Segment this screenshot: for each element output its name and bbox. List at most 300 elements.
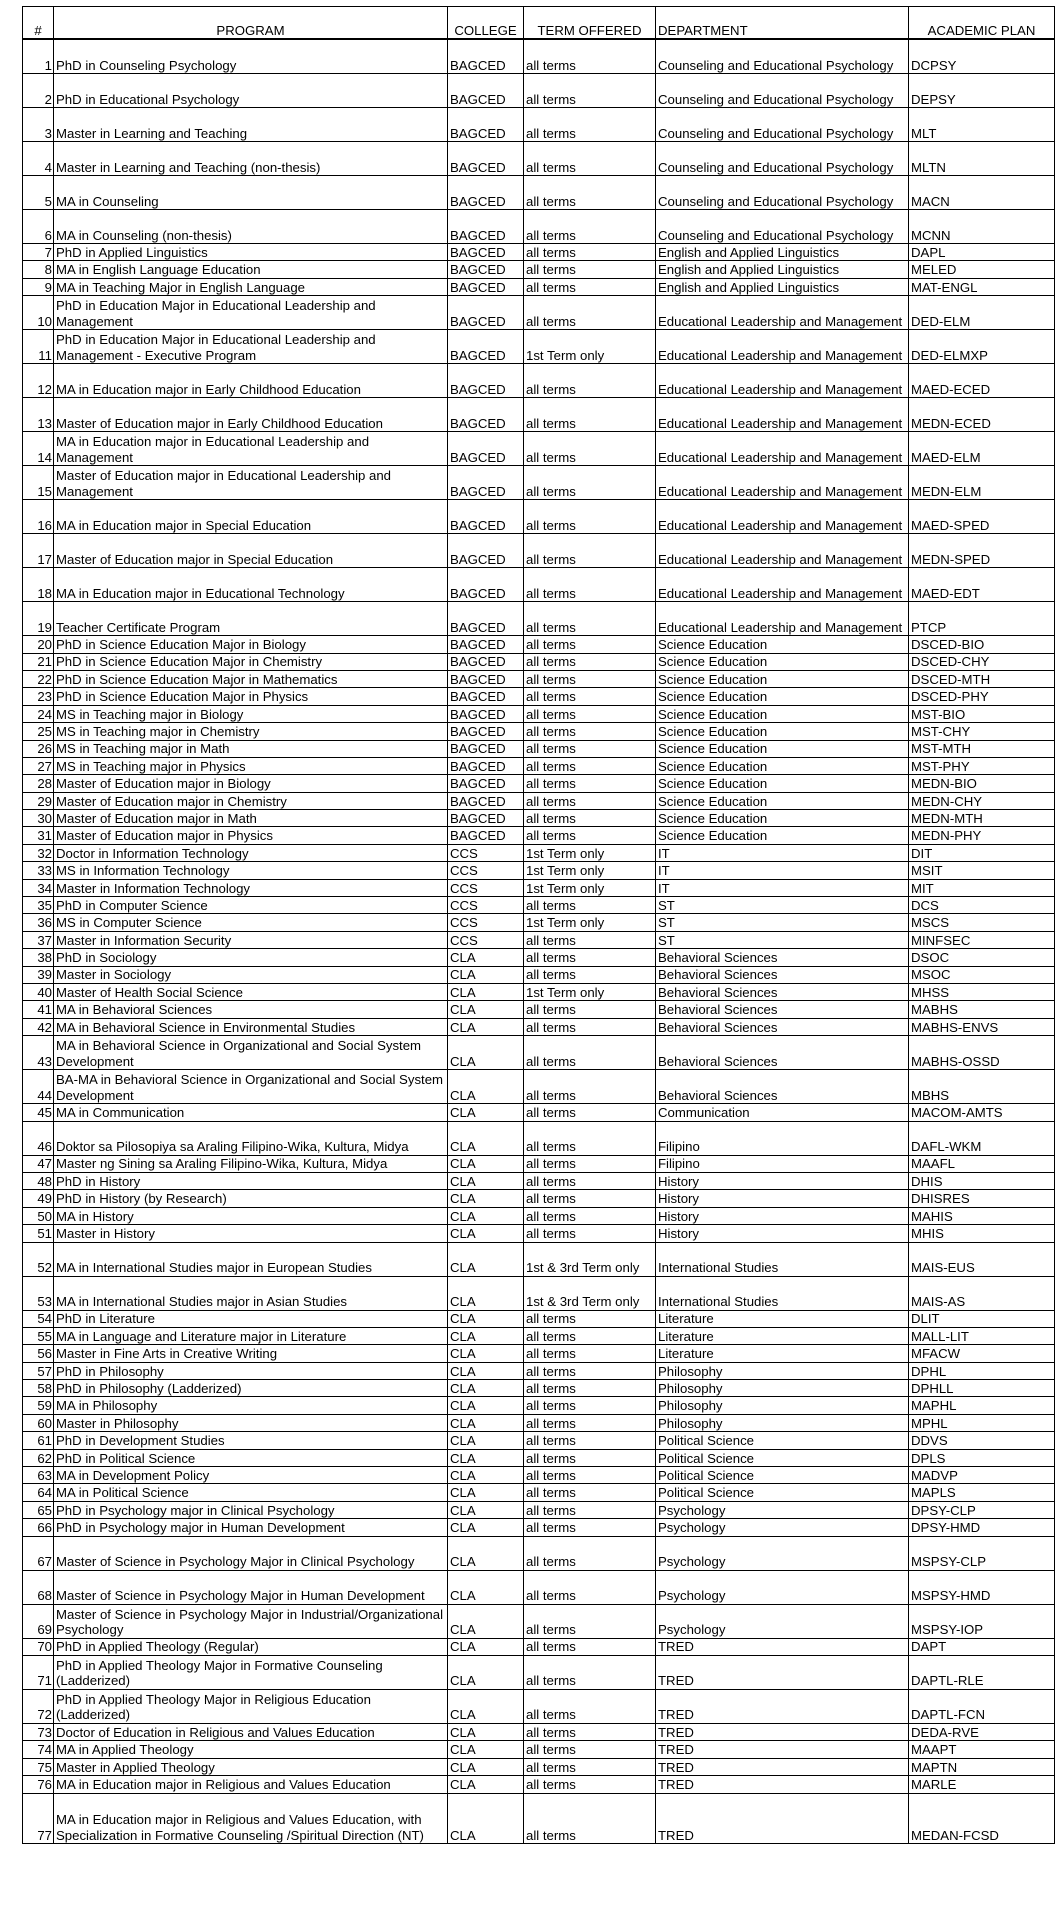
table-row [23,1172,1055,1189]
program-table [22,6,1055,1844]
department-cell: Science Education [656,636,909,653]
plan-cell: PTCP [909,602,1055,636]
table-row [23,1467,1055,1484]
college-cell: CLA [448,1397,524,1414]
program-cell: PhD in Counseling Psychology [54,39,448,74]
department-cell: Political Science [656,1484,909,1501]
college-cell: BAGCED [448,723,524,740]
department-cell: TRED [656,1638,909,1655]
row-number: 62 [23,1449,54,1466]
department-cell: Educational Leadership and Management [656,466,909,500]
term-cell: all terms [524,1741,656,1758]
department-cell: Science Education [656,757,909,774]
program-cell: MA in International Studies major in European Studies [54,1242,448,1276]
program-cell: MS in Teaching major in Math [54,740,448,757]
plan-cell: DSCED-BIO [909,636,1055,653]
college-cell: CCS [448,931,524,948]
plan-cell: MEDN-ELM [909,466,1055,500]
department-cell: ST [656,897,909,914]
program-cell: PhD in Applied Theology Major in Formative Counseling (Ladderized) [54,1655,448,1689]
college-cell: CLA [448,1242,524,1276]
program-cell: PhD in Applied Theology Major in Religious Education (Ladderized) [54,1689,448,1723]
college-cell: CLA [448,1001,524,1018]
table-row [23,1536,1055,1570]
table-row [23,1723,1055,1740]
college-cell: CLA [448,1104,524,1121]
plan-cell: MBHS [909,1070,1055,1104]
college-cell: CLA [448,966,524,983]
program-cell: MA in Education major in Educational Technology [54,568,448,602]
program-cell: PhD in Computer Science [54,897,448,914]
term-cell: all terms [524,688,656,705]
table-row [23,1638,1055,1655]
college-cell: CLA [448,1776,524,1793]
college-cell: CLA [448,1327,524,1344]
table-row [23,914,1055,931]
college-cell: CLA [448,1414,524,1431]
plan-cell: DHISRES [909,1190,1055,1207]
row-number: 21 [23,653,54,670]
row-number: 64 [23,1484,54,1501]
table-row [23,74,1055,108]
program-cell: MA in Education major in Early Childhood Education [54,364,448,398]
college-cell: BAGCED [448,534,524,568]
row-number: 58 [23,1380,54,1397]
row-number: 69 [23,1604,54,1638]
table-row [23,723,1055,740]
row-number: 75 [23,1758,54,1775]
term-cell: all terms [524,1207,656,1224]
row-number: 68 [23,1570,54,1604]
term-cell: all terms [524,1519,656,1536]
row-number: 65 [23,1501,54,1518]
table-row [23,792,1055,809]
college-cell: CLA [448,1070,524,1104]
department-cell: Behavioral Sciences [656,1070,909,1104]
program-cell: MS in Teaching major in Biology [54,705,448,722]
term-cell: all terms [524,1327,656,1344]
college-cell: BAGCED [448,568,524,602]
term-cell: all terms [524,364,656,398]
row-number: 74 [23,1741,54,1758]
row-number: 76 [23,1776,54,1793]
table-row [23,740,1055,757]
plan-cell: MAHIS [909,1207,1055,1224]
table-row [23,1414,1055,1431]
department-cell: Educational Leadership and Management [656,432,909,466]
department-cell: Political Science [656,1467,909,1484]
term-cell: all terms [524,432,656,466]
plan-cell: MHIS [909,1225,1055,1242]
department-cell: Philosophy [656,1362,909,1379]
plan-cell: DCPSY [909,39,1055,74]
plan-cell: MEDN-MTH [909,810,1055,827]
row-number: 40 [23,983,54,1000]
term-cell: all terms [524,500,656,534]
row-number: 70 [23,1638,54,1655]
term-cell: all terms [524,757,656,774]
row-number: 42 [23,1018,54,1035]
term-cell: all terms [524,534,656,568]
table-row [23,1655,1055,1689]
college-cell: BAGCED [448,602,524,636]
term-cell: all terms [524,827,656,844]
term-cell: 1st Term only [524,879,656,896]
college-cell: BAGCED [448,810,524,827]
program-cell: Master in History [54,1225,448,1242]
program-cell: MA in Teaching Major in English Language [54,278,448,295]
department-cell: TRED [656,1655,909,1689]
department-cell: Literature [656,1345,909,1362]
program-cell: PhD in Sociology [54,949,448,966]
row-number: 47 [23,1155,54,1172]
program-cell: MS in Computer Science [54,914,448,931]
term-cell: all terms [524,897,656,914]
program-cell: PhD in History (by Research) [54,1190,448,1207]
table-row [23,1519,1055,1536]
term-cell: all terms [524,1467,656,1484]
plan-cell: MADVP [909,1467,1055,1484]
plan-cell: MAPTN [909,1758,1055,1775]
program-cell: MA in Education major in Religious and Values Education, with Specialization in Formative Counseling /Spiritual Direction (NT) [54,1793,448,1844]
row-number: 77 [23,1793,54,1844]
plan-cell: MST-MTH [909,740,1055,757]
table-row [23,705,1055,722]
program-cell: Master ng Sining sa Araling Filipino-Wika, Kultura, Midya [54,1155,448,1172]
plan-cell: MST-PHY [909,757,1055,774]
college-cell: BAGCED [448,466,524,500]
department-cell: TRED [656,1776,909,1793]
table-row [23,983,1055,1000]
header-college [448,7,524,40]
term-cell: all terms [524,176,656,210]
department-cell: Psychology [656,1519,909,1536]
term-cell: all terms [524,39,656,74]
program-cell: MA in Philosophy [54,1397,448,1414]
row-number: 1 [23,39,54,74]
department-cell: English and Applied Linguistics [656,278,909,295]
row-number: 36 [23,914,54,931]
program-cell: Master of Education major in Educational Leadership and Management [54,466,448,500]
table-row [23,568,1055,602]
term-cell: all terms [524,210,656,244]
program-cell: PhD in Literature [54,1310,448,1327]
term-cell: all terms [524,244,656,261]
department-cell: Science Education [656,723,909,740]
table-row [23,1327,1055,1344]
table-row [23,142,1055,176]
row-number: 24 [23,705,54,722]
department-cell: Science Education [656,740,909,757]
row-number: 14 [23,432,54,466]
header-plan-label: ACADEMIC PLAN [927,22,1036,38]
program-cell: Master in Fine Arts in Creative Writing [54,1345,448,1362]
table-row [23,1741,1055,1758]
term-cell: all terms [524,636,656,653]
department-cell: History [656,1172,909,1189]
program-cell: PhD in Applied Linguistics [54,244,448,261]
plan-cell: DPSY-CLP [909,1501,1055,1518]
table-row [23,398,1055,432]
college-cell: BAGCED [448,500,524,534]
row-number: 31 [23,827,54,844]
term-cell: all terms [524,1638,656,1655]
program-cell: PhD in Philosophy (Ladderized) [54,1380,448,1397]
term-cell: all terms [524,1001,656,1018]
table-row [23,1793,1055,1844]
department-cell: Psychology [656,1570,909,1604]
row-number: 51 [23,1225,54,1242]
plan-cell: MELED [909,261,1055,278]
college-cell: BAGCED [448,296,524,330]
row-number: 45 [23,1104,54,1121]
row-number: 19 [23,602,54,636]
program-cell: Master of Education major in Biology [54,775,448,792]
program-cell: PhD in History [54,1172,448,1189]
college-cell: CLA [448,1793,524,1844]
program-cell: MA in Communication [54,1104,448,1121]
department-cell: English and Applied Linguistics [656,261,909,278]
row-number: 17 [23,534,54,568]
program-cell: PhD in Applied Theology (Regular) [54,1638,448,1655]
term-cell: 1st Term only [524,983,656,1000]
term-cell: all terms [524,775,656,792]
plan-cell: MST-BIO [909,705,1055,722]
term-cell: all terms [524,1190,656,1207]
department-cell: Behavioral Sciences [656,1018,909,1035]
plan-cell: MAIS-EUS [909,1242,1055,1276]
program-cell: PhD in Science Education Major in Physics [54,688,448,705]
row-number: 8 [23,261,54,278]
table-row [23,1001,1055,1018]
row-number: 48 [23,1172,54,1189]
plan-cell: MLTN [909,142,1055,176]
row-number: 13 [23,398,54,432]
row-number: 18 [23,568,54,602]
college-cell: CLA [448,1121,524,1155]
term-cell: all terms [524,1397,656,1414]
term-cell: all terms [524,810,656,827]
college-cell: BAGCED [448,432,524,466]
college-cell: BAGCED [448,740,524,757]
row-number: 71 [23,1655,54,1689]
department-cell: ST [656,914,909,931]
college-cell: CLA [448,1604,524,1638]
program-cell: Master of Health Social Science [54,983,448,1000]
department-cell: Educational Leadership and Management [656,500,909,534]
program-cell: MA in Counseling [54,176,448,210]
table-row [23,1310,1055,1327]
department-cell: Science Education [656,688,909,705]
table-row [23,1604,1055,1638]
department-cell: Filipino [656,1121,909,1155]
college-cell: CLA [448,1362,524,1379]
term-cell: all terms [524,1793,656,1844]
college-cell: CLA [448,1190,524,1207]
college-cell: CCS [448,879,524,896]
table-row [23,364,1055,398]
table-row [23,1570,1055,1604]
row-number: 25 [23,723,54,740]
plan-cell: MAAFL [909,1155,1055,1172]
college-cell: CLA [448,1638,524,1655]
term-cell: all terms [524,278,656,295]
college-cell: CLA [448,1380,524,1397]
college-cell: CLA [448,1276,524,1310]
plan-cell: MST-CHY [909,723,1055,740]
college-cell: CLA [448,1758,524,1775]
plan-cell: MEDN-BIO [909,775,1055,792]
college-cell: CCS [448,914,524,931]
table-row [23,1276,1055,1310]
plan-cell: MHSS [909,983,1055,1000]
row-number: 46 [23,1121,54,1155]
college-cell: CLA [448,1655,524,1689]
college-cell: BAGCED [448,330,524,364]
department-cell: Psychology [656,1536,909,1570]
department-cell: Educational Leadership and Management [656,534,909,568]
plan-cell: DAPTL-RLE [909,1655,1055,1689]
table-row [23,670,1055,687]
program-cell: Master in Applied Theology [54,1758,448,1775]
college-cell: CLA [448,1310,524,1327]
table-row [23,1155,1055,1172]
row-number: 27 [23,757,54,774]
table-row [23,296,1055,330]
table-row [23,1104,1055,1121]
college-cell: BAGCED [448,688,524,705]
term-cell: all terms [524,792,656,809]
term-cell: all terms [524,1723,656,1740]
program-cell: Master in Learning and Teaching (non-thesis) [54,142,448,176]
term-cell: all terms [524,142,656,176]
program-cell: Master of Education major in Math [54,810,448,827]
term-cell: all terms [524,1414,656,1431]
college-cell: CLA [448,1536,524,1570]
program-cell: MA in Applied Theology [54,1741,448,1758]
department-cell: Educational Leadership and Management [656,330,909,364]
table-row [23,1397,1055,1414]
row-number: 7 [23,244,54,261]
department-cell: Political Science [656,1432,909,1449]
department-cell: Science Education [656,653,909,670]
plan-cell: DDVS [909,1432,1055,1449]
term-cell: all terms [524,1018,656,1035]
header-term: TERM OFFERED [524,7,656,40]
department-cell: Educational Leadership and Management [656,296,909,330]
department-cell: Communication [656,1104,909,1121]
term-cell: all terms [524,966,656,983]
table-row [23,39,1055,74]
plan-cell: MAAPT [909,1741,1055,1758]
row-number: 49 [23,1190,54,1207]
plan-cell: MABHS-ENVS [909,1018,1055,1035]
table-row [23,879,1055,896]
header-plan [909,7,1055,40]
table-row [23,466,1055,500]
program-cell: Doktor sa Pilosopiya sa Araling Filipino-Wika, Kultura, Midya [54,1121,448,1155]
row-number: 22 [23,670,54,687]
department-cell: Science Education [656,705,909,722]
table-row [23,244,1055,261]
plan-cell: MCNN [909,210,1055,244]
department-cell: Political Science [656,1449,909,1466]
row-number: 73 [23,1723,54,1740]
plan-cell: MPHL [909,1414,1055,1431]
row-number: 10 [23,296,54,330]
table-row [23,931,1055,948]
plan-cell: DSOC [909,949,1055,966]
plan-cell: MEDN-SPED [909,534,1055,568]
plan-cell: DED-ELMXP [909,330,1055,364]
program-cell: PhD in Philosophy [54,1362,448,1379]
term-cell: all terms [524,1036,656,1070]
plan-cell: MAPHL [909,1397,1055,1414]
term-cell: all terms [524,1536,656,1570]
department-cell: Behavioral Sciences [656,949,909,966]
table-row [23,1345,1055,1362]
row-number: 15 [23,466,54,500]
plan-cell: DEPSY [909,74,1055,108]
term-cell: all terms [524,931,656,948]
college-cell: CLA [448,1155,524,1172]
department-cell: Educational Leadership and Management [656,568,909,602]
program-cell: PhD in Education Major in Educational Leadership and Management [54,296,448,330]
plan-cell: DAPTL-FCN [909,1689,1055,1723]
table-row [23,827,1055,844]
term-cell: all terms [524,1070,656,1104]
plan-cell: MAED-ECED [909,364,1055,398]
department-cell: Counseling and Educational Psychology [656,210,909,244]
term-cell: all terms [524,1155,656,1172]
program-cell: BA-MA in Behavioral Science in Organizational and Social System Development [54,1070,448,1104]
college-cell: CLA [448,1467,524,1484]
table-row [23,500,1055,534]
department-cell: History [656,1207,909,1224]
program-cell: Master in Information Technology [54,879,448,896]
department-cell: Psychology [656,1501,909,1518]
department-cell: Philosophy [656,1414,909,1431]
department-cell: Psychology [656,1604,909,1638]
table-row [23,432,1055,466]
college-cell: BAGCED [448,244,524,261]
row-number: 55 [23,1327,54,1344]
row-number: 72 [23,1689,54,1723]
college-cell: CLA [448,1723,524,1740]
department-cell: Behavioral Sciences [656,966,909,983]
department-cell: Educational Leadership and Management [656,602,909,636]
program-cell: MA in Language and Literature major in Literature [54,1327,448,1344]
table-row [23,261,1055,278]
college-cell: BAGCED [448,670,524,687]
plan-cell: MEDN-CHY [909,792,1055,809]
plan-cell: MSPSY-IOP [909,1604,1055,1638]
row-number: 56 [23,1345,54,1362]
plan-cell: MARLE [909,1776,1055,1793]
plan-cell: MABHS-OSSD [909,1036,1055,1070]
row-number: 12 [23,364,54,398]
row-number: 61 [23,1432,54,1449]
plan-cell: MEDAN-FCSD [909,1793,1055,1844]
program-cell: Master of Education major in Early Childhood Education [54,398,448,432]
table-row [23,949,1055,966]
department-cell: Filipino [656,1155,909,1172]
department-cell: Behavioral Sciences [656,983,909,1000]
college-cell: CLA [448,1018,524,1035]
program-cell: MS in Teaching major in Physics [54,757,448,774]
college-cell: BAGCED [448,705,524,722]
table-row [23,1362,1055,1379]
